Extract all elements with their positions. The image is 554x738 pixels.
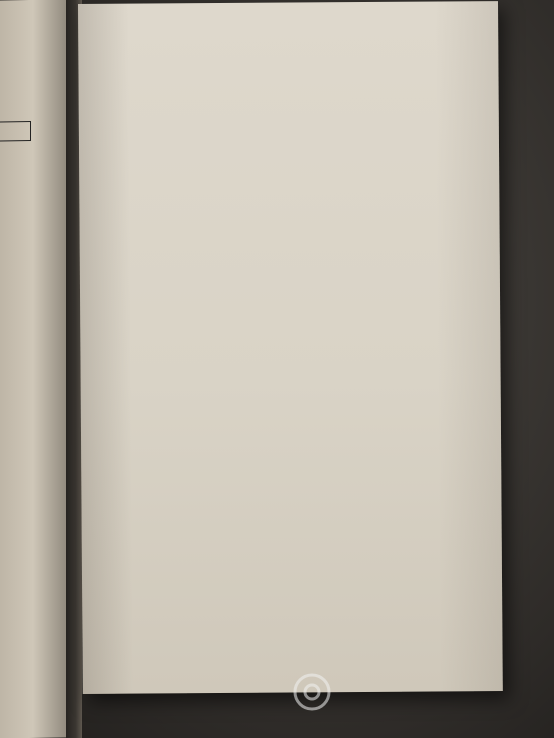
page-shading: [78, 1, 503, 694]
left-page-framed-box: [0, 121, 31, 142]
left-page: [0, 0, 68, 738]
right-page: [78, 1, 503, 694]
watermark: [292, 672, 542, 716]
violity-logo-icon: [292, 672, 332, 712]
